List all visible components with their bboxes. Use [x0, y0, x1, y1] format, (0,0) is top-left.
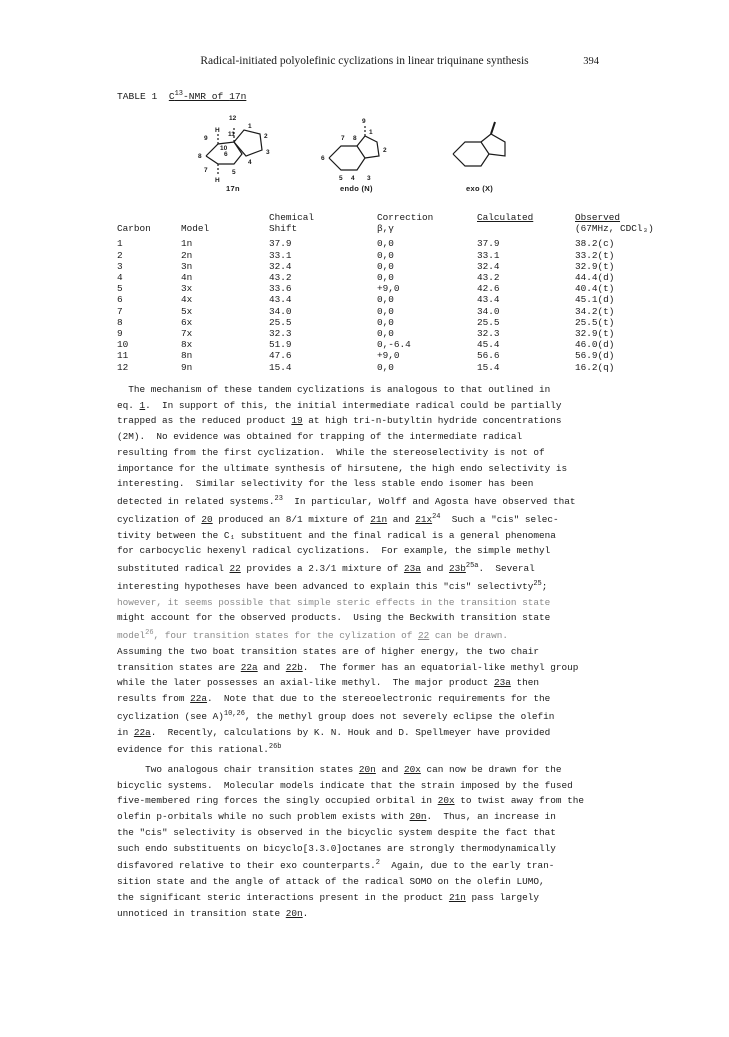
text-span: 20x: [403, 764, 421, 776]
table-row: [117, 294, 685, 305]
text-span: sition state and the angle of attack of the radical SOMO on the olefin LUMO,: [117, 876, 545, 888]
caption-sup: 13: [174, 90, 183, 98]
text-line: [117, 740, 607, 758]
text-span: Such a "cis" selec-: [440, 513, 559, 525]
text-line: [117, 461, 607, 477]
table-caption: [117, 90, 246, 102]
text-span: and: [257, 661, 286, 673]
table-cell: 34.0: [477, 305, 500, 317]
table-cell: 47.6: [269, 350, 292, 362]
table-cell: 3x: [181, 283, 193, 295]
column-header: Shift: [269, 223, 298, 235]
text-line: [117, 492, 607, 510]
table-cell: 33.1: [269, 249, 292, 261]
structure-label-endo: endo (N): [340, 184, 373, 193]
text-line: [117, 382, 607, 398]
text-span: can now be drawn for the: [420, 764, 562, 776]
atom-label: H: [215, 177, 220, 184]
text-span: importance for the ultimate synthesis of hirsutene, the high endo selectivity is: [117, 462, 568, 474]
text-span: 26b: [268, 743, 282, 752]
atom-label: 9: [204, 135, 208, 142]
text-line: [117, 577, 607, 595]
text-span: 22: [229, 563, 241, 575]
text-span: and: [420, 563, 449, 575]
table-cell: 10: [117, 339, 129, 351]
text-span: produced an 8/1 mixture of: [212, 513, 371, 525]
text-span: Two analogous chair transition states: [117, 764, 359, 776]
table-header-row: [117, 212, 685, 223]
text-span: . Note that due to the stereoelectronic requirements for the: [207, 692, 551, 704]
column-header: β,γ: [377, 223, 394, 235]
text-span: 10,26: [223, 709, 245, 718]
column-header: Chemical: [269, 212, 315, 223]
text-span: (2M). No evidence was obtained for trapping of the intermediate radical: [117, 431, 523, 443]
text-span: 20x: [437, 795, 455, 807]
caption-c: C: [168, 91, 175, 103]
table-cell: 32.4: [477, 260, 500, 272]
column-header: Observed: [575, 212, 621, 223]
atom-label: H: [215, 127, 220, 134]
text-span: 25a: [465, 561, 479, 570]
text-span: might account for the observed products. Using the Beckwith transition state: [117, 612, 551, 624]
text-span: can be drawn.: [429, 630, 508, 642]
text-span: 23a: [403, 563, 421, 575]
atom-label: 5: [232, 169, 236, 176]
table-cell: 15.4: [477, 361, 500, 373]
text-line: [117, 725, 607, 741]
table-cell: 16.2(q): [575, 361, 615, 373]
caption-prefix: TABLE 1: [117, 91, 169, 103]
text-span: such endo substituents on bicyclo[3.3.0]octanes are strongly thermodynamically: [117, 842, 556, 854]
table-cell: 9n: [181, 361, 193, 373]
structure-figures: [0, 108, 729, 204]
table-cell: 40.4(t): [575, 283, 615, 295]
text-span: tivity between the C₁ substituent and the final radical is a general phenomena: [117, 529, 556, 541]
caption-mid: -NMR of: [183, 91, 230, 103]
text-span: 23a: [493, 677, 511, 689]
text-span: 24: [432, 512, 441, 521]
column-header: Model: [181, 223, 210, 235]
text-line: [117, 793, 607, 809]
text-line: [117, 610, 607, 626]
table-cell: 34.0: [269, 305, 292, 317]
text-span: 21x: [415, 513, 433, 525]
text-span: resulting from the first cyclization. While the stereoselectivity is not of: [117, 446, 545, 458]
table-cell: 8n: [181, 350, 193, 362]
table-cell: 8: [117, 316, 123, 328]
table-cell: 0,0: [377, 272, 394, 284]
text-span: 2: [375, 859, 380, 868]
table-cell: 3: [117, 260, 123, 272]
table-cell: 0,0: [377, 294, 394, 306]
text-span: Again, due to the early tran-: [380, 860, 555, 872]
text-span: 20n: [358, 764, 376, 776]
text-span: 21n: [370, 513, 388, 525]
table-cell: 11: [117, 350, 129, 362]
atom-label: 3: [367, 175, 371, 182]
atom-label: 7: [204, 167, 208, 174]
text-span: evidence for this rational.: [117, 744, 269, 756]
text-span: results from: [117, 692, 191, 704]
text-span: for carbocyclic hexenyl radical cyclizations. For example, the simple methyl: [117, 545, 551, 557]
table-cell: 0,0: [377, 328, 394, 340]
text-span: while the later possesses an axial-like methyl. The major product: [117, 677, 494, 689]
text-span: detected in related systems.: [117, 496, 275, 508]
structure-label-17n: 17n: [226, 184, 240, 193]
text-line: [117, 595, 607, 611]
atom-label: 7: [341, 135, 345, 142]
table-row: [117, 283, 685, 294]
text-span: 22a: [190, 692, 208, 704]
table-cell: 2n: [181, 249, 193, 261]
text-line: [117, 825, 607, 841]
table-cell: 6x: [181, 316, 193, 328]
text-line: [117, 445, 607, 461]
table-cell: 56.9(d): [575, 350, 615, 362]
text-span: . The former has an equatorial-like methyl group: [302, 661, 579, 673]
atom-label: 12: [229, 115, 237, 122]
text-line: [117, 809, 607, 825]
column-header: [477, 223, 575, 234]
text-span: the "cis" selectivity is observed in the bicyclic system despite the fact that: [117, 826, 556, 838]
text-line: [117, 874, 607, 890]
table-cell: 7x: [181, 328, 193, 340]
table-cell: 37.9: [269, 238, 292, 250]
table-row: [117, 250, 685, 261]
text-line: [117, 559, 607, 577]
text-line: [117, 626, 607, 644]
text-span: . Recently, calculations by K. N. Houk and D. Spellmeyer have provided: [150, 726, 551, 738]
text-line: [117, 841, 607, 857]
text-line: [117, 675, 607, 691]
text-span: unnoticed in transition state: [117, 907, 286, 919]
table-cell: 4x: [181, 294, 193, 306]
table-cell: 43.2: [477, 272, 500, 284]
text-span: provides a 2.3/1 mixture of: [240, 563, 404, 575]
text-span: then: [510, 677, 539, 689]
column-header: [181, 212, 269, 223]
text-span: 22: [417, 630, 430, 642]
body-text: [117, 382, 607, 921]
text-line: [117, 429, 607, 445]
text-span: five-membered ring forces the singly occupied orbital in: [117, 795, 438, 807]
table-row: [117, 261, 685, 272]
text-line: [117, 660, 607, 676]
atom-label: 5: [339, 175, 343, 182]
text-span: to twist away from the: [454, 795, 584, 807]
table-cell: 8x: [181, 339, 193, 351]
table-cell: 1n: [181, 238, 193, 250]
atom-label: 3: [266, 149, 270, 156]
text-span: 1: [139, 399, 146, 411]
atom-label: 4: [351, 175, 355, 182]
atom-label: 4: [248, 159, 252, 166]
table-cell: 32.4: [269, 260, 292, 272]
column-header: Correction: [377, 212, 434, 223]
text-span: bicyclic systems. Molecular models indicate that the strain imposed by the fused: [117, 779, 573, 791]
table-cell: 44.4(d): [575, 272, 615, 284]
table-cell: 32.9(t): [575, 260, 615, 272]
text-line: [117, 644, 607, 660]
text-line: [117, 691, 607, 707]
table-row: [117, 350, 685, 361]
column-header: (67MHz, CDCl₃): [575, 223, 654, 235]
table-cell: 0,0: [377, 305, 394, 317]
table-row: [117, 306, 685, 317]
text-span: , four transition states for the cylization of: [153, 630, 418, 642]
atom-label: 8: [353, 135, 357, 142]
table-cell: 6: [117, 294, 123, 306]
table-cell: 25.5: [477, 316, 500, 328]
table-header-row: [117, 223, 685, 234]
atom-label: 9: [362, 118, 366, 125]
table-cell: 38.2(c): [575, 238, 615, 250]
text-span: substituted radical: [117, 563, 230, 575]
text-span: 20: [201, 513, 213, 525]
table-row: [117, 362, 685, 373]
text-span: 23: [274, 494, 283, 503]
text-span: pass largely: [465, 891, 539, 903]
table-cell: 34.2(t): [575, 305, 615, 317]
text-span: interesting hypotheses have been advanced to explain this "cis" selectivty: [117, 580, 534, 592]
table-cell: 43.2: [269, 272, 292, 284]
table-cell: 33.6: [269, 283, 292, 295]
text-span: however, it seems possible that simple steric effects in the transition state: [117, 596, 551, 608]
table-cell: 56.6: [477, 350, 500, 362]
text-line: [117, 856, 607, 874]
text-span: .: [302, 907, 309, 919]
text-span: cyclization (see A): [117, 710, 224, 722]
text-line: [117, 476, 607, 492]
table-cell: 4n: [181, 272, 193, 284]
text-span: 20n: [409, 811, 427, 823]
text-span: trapped as the reduced product: [117, 415, 292, 427]
text-span: the significant steric interactions present in the product: [117, 891, 449, 903]
text-span: in: [117, 726, 134, 738]
structure-label-exo: exo (X): [466, 184, 494, 193]
table-cell: 45.1(d): [575, 294, 615, 306]
table-cell: +9,0: [377, 350, 400, 362]
text-span: disfavored relative to their exo counterparts.: [117, 860, 376, 872]
table-cell: 5: [117, 283, 123, 295]
text-span: interesting. Similar selectivity for the less stable endo isomer has been: [117, 478, 534, 490]
text-line: [117, 890, 607, 906]
table-cell: 4: [117, 272, 123, 284]
atom-label: 11: [228, 131, 235, 138]
table-cell: 5x: [181, 305, 193, 317]
text-span: olefin p-orbitals while no such problem exists with: [117, 811, 410, 823]
text-span: at high tri-n-butyltin hydride concentrations: [302, 415, 562, 427]
text-span: 19: [291, 415, 303, 427]
table-cell: 37.9: [477, 238, 500, 250]
text-span: cyclization of: [117, 513, 202, 525]
structure-17n: [168, 108, 328, 204]
text-line: [117, 762, 607, 778]
table-row: [117, 272, 685, 283]
table-row: [117, 339, 685, 350]
text-span: 21n: [448, 891, 466, 903]
text-span: eq.: [117, 399, 140, 411]
text-span: . Several: [478, 563, 535, 575]
text-span: 26: [145, 629, 154, 638]
table-cell: 42.6: [477, 283, 500, 295]
table-cell: 1: [117, 238, 123, 250]
atom-label: 10: [220, 145, 228, 152]
table-cell: 15.4: [269, 361, 292, 373]
table-cell: 25.5: [269, 316, 292, 328]
column-header: [117, 212, 181, 223]
text-line: [117, 778, 607, 794]
text-span: and: [387, 513, 416, 525]
column-header: Carbon: [117, 223, 151, 235]
table-cell: 51.9: [269, 339, 292, 351]
table-row: [117, 317, 685, 328]
atom-label: 6: [321, 155, 325, 162]
atom-label: 8: [198, 153, 202, 160]
table-cell: 45.4: [477, 339, 500, 351]
running-header-title: Radical-initiated polyolefinic cyclizations in linear triquinane synthesis: [200, 55, 529, 67]
table-cell: 32.3: [269, 328, 292, 340]
table-cell: 0,0: [377, 260, 394, 272]
text-span: . Thus, an increase in: [426, 811, 556, 823]
text-line: [117, 707, 607, 725]
text-span: transition states are: [117, 661, 241, 673]
text-span: ;: [541, 580, 548, 592]
table-cell: 25.5(t): [575, 316, 615, 328]
table-cell: 32.3: [477, 328, 500, 340]
page-number: 394: [583, 56, 599, 67]
caption-compound: 17n: [229, 91, 247, 103]
text-span: Assuming the two boat transition states are of higher energy, the two chair: [117, 645, 539, 657]
atom-label: 2: [264, 133, 268, 140]
table-row: [117, 328, 685, 339]
text-span: . In support of this, the initial intermediate radical could be partially: [145, 399, 562, 411]
nmr-table-body: [117, 238, 685, 372]
text-line: [117, 543, 607, 559]
text-span: 22a: [133, 726, 151, 738]
structure-exo: [435, 114, 525, 194]
atom-label: 6: [224, 151, 228, 158]
text-span: 23b: [448, 563, 466, 575]
table-cell: +9,0: [377, 283, 400, 295]
text-span: 22a: [240, 661, 258, 673]
text-line: [117, 413, 607, 429]
text-span: 20n: [285, 907, 303, 919]
atom-label: 1: [369, 129, 373, 136]
table-cell: 46.0(d): [575, 339, 615, 351]
nmr-table: [117, 212, 685, 373]
text-line: [117, 528, 607, 544]
table-cell: 33.2(t): [575, 249, 615, 261]
structure-endo: [305, 114, 415, 194]
table-row: [117, 238, 685, 249]
table-cell: 9: [117, 328, 123, 340]
atom-label: 1: [248, 123, 252, 130]
table-cell: 32.9(t): [575, 328, 615, 340]
text-span: 25: [533, 579, 542, 588]
text-span: The mechanism of these tandem cyclizations is analogous to that outlined in: [117, 384, 551, 395]
table-cell: 33.1: [477, 249, 500, 261]
table-cell: 7: [117, 305, 123, 317]
atom-label: 2: [383, 147, 387, 154]
table-cell: 0,0: [377, 316, 394, 328]
table-cell: 43.4: [269, 294, 292, 306]
text-span: In particular, Wolff and Agosta have observed that: [282, 496, 576, 508]
text-line: [117, 510, 607, 528]
text-span: model: [117, 630, 146, 642]
table-cell: 43.4: [477, 294, 500, 306]
table-cell: 0,-6.4: [377, 339, 411, 351]
text-span: , the methyl group does not severely eclipse the olefin: [244, 710, 555, 722]
column-header: Calculated: [477, 212, 534, 223]
table-cell: 2: [117, 249, 123, 261]
table-cell: 0,0: [377, 238, 394, 250]
text-line: [117, 398, 607, 414]
text-span: and: [375, 764, 404, 776]
text-span: 22b: [285, 661, 303, 673]
table-cell: 0,0: [377, 249, 394, 261]
text-line: [117, 906, 607, 922]
table-cell: 12: [117, 361, 129, 373]
table-cell: 3n: [181, 260, 193, 272]
table-cell: 0,0: [377, 361, 394, 373]
